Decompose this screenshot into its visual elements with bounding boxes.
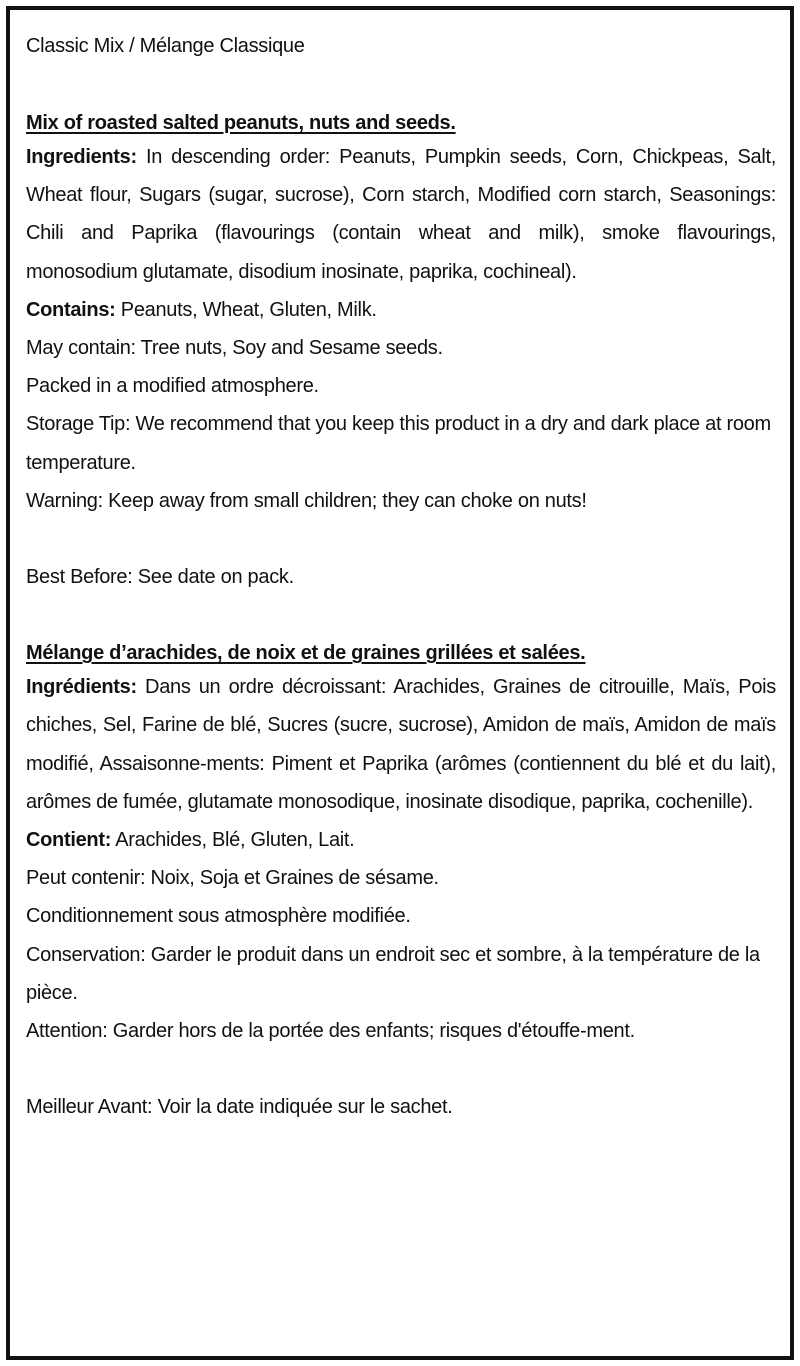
french-best-before: Meilleur Avant: Voir la date indiquée sur le sachet. bbox=[26, 1096, 453, 1119]
product-label bbox=[6, 6, 794, 1360]
french-ingredients bbox=[26, 668, 776, 821]
french-packed: Conditionnement sous atmosphère modifiée. bbox=[26, 905, 411, 928]
english-contains-label: Contains: bbox=[26, 298, 116, 321]
french-contains-label: Contient: bbox=[26, 829, 112, 852]
english-packed: Packed in a modified atmosphere. bbox=[26, 375, 319, 398]
product-title: Classic Mix / Mélange Classique bbox=[26, 35, 305, 57]
english-heading: Mix of roasted salted peanuts, nuts and seeds. bbox=[26, 112, 456, 134]
english-warning: Warning: Keep away from small children; they can choke on nuts! bbox=[26, 489, 587, 512]
english-ingredients-text: In descending order: Peanuts, Pumpkin seeds, Corn, Chickpeas, Salt, Wheat flour, Sugars (sugar, sucrose), Corn starch, Modified corn starch, Seasonings: Chili and Paprika (flavourings (contain wheat and milk), smoke flavourings, monosodium glutamate, disodium inosinate, paprika, cochineal). bbox=[26, 146, 776, 283]
label-content bbox=[10, 10, 790, 1126]
english-storage: Storage Tip: We recommend that you keep this product in a dry and dark place at room temperature. bbox=[26, 413, 771, 474]
french-ingredients-label: Ingrédients: bbox=[26, 676, 137, 699]
english-ingredients-label: Ingredients: bbox=[26, 146, 137, 168]
french-ingredients-text: Dans un ordre décroissant: Arachides, Graines de citrouille, Maïs, Pois chiches, Sel, Farine de blé, Sucres (sucre, sucrose), Amidon de maïs, Amidon de maïs modifié, Assaisonne-ments: Piment et Paprika (arômes (contiennent du blé et du lait), arômes de fumée, glutamate monosodique, inosinate disodique, paprika, cochenille). bbox=[26, 676, 776, 813]
french-contains bbox=[26, 821, 776, 859]
english-ingredients bbox=[26, 138, 776, 291]
english-contains-text: Peanuts, Wheat, Gluten, Milk. bbox=[115, 298, 377, 321]
english-contains bbox=[26, 291, 776, 329]
french-warning: Attention: Garder hors de la portée des enfants; risques d'étouffe-ment. bbox=[26, 1020, 635, 1043]
english-best-before: Best Before: See date on pack. bbox=[26, 566, 294, 589]
french-contains-text: Arachides, Blé, Gluten, Lait. bbox=[111, 829, 355, 852]
french-heading: Mélange d’arachides, de noix et de graines grillées et salées. bbox=[26, 642, 586, 665]
french-storage: Conservation: Garder le produit dans un endroit sec et sombre, à la température de la pièce. bbox=[26, 943, 760, 1004]
english-may-contain: May contain: Tree nuts, Soy and Sesame seeds. bbox=[26, 337, 443, 360]
french-may-contain: Peut contenir: Noix, Soja et Graines de sésame. bbox=[26, 867, 439, 890]
